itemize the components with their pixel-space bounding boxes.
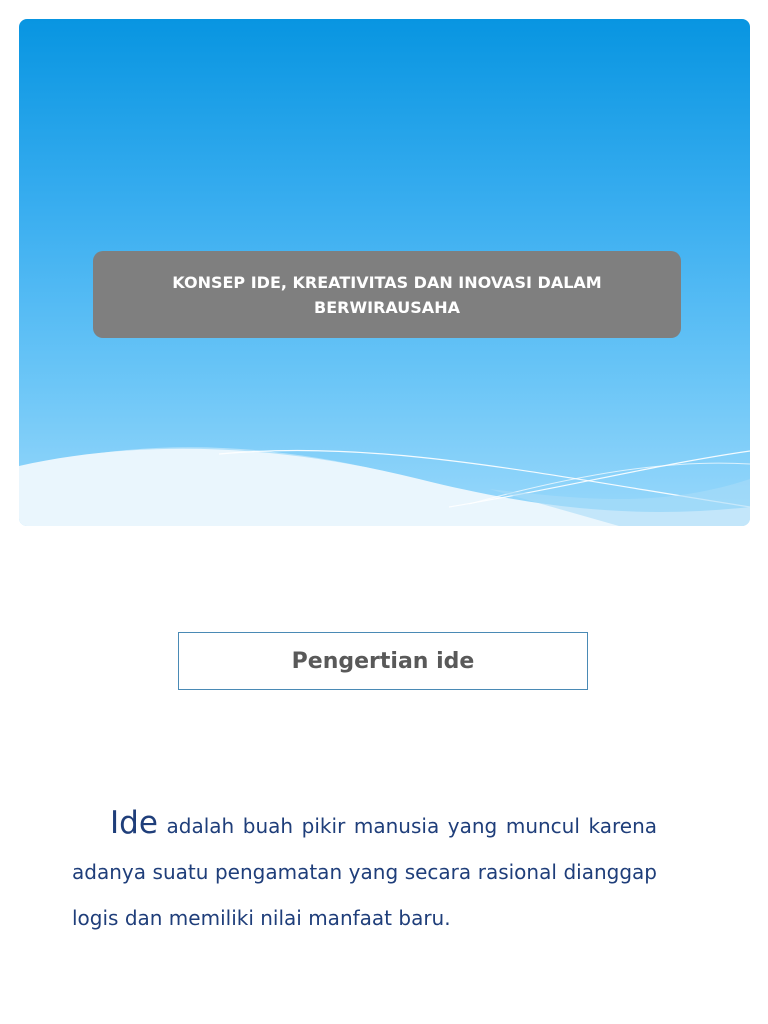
lead-word: Ide <box>110 805 158 841</box>
slide-title: KONSEP IDE, KREATIVITAS DAN INOVASI DALAM BERWIRAUSAHA <box>172 272 602 317</box>
title-slide <box>19 19 750 526</box>
section-heading-box <box>178 632 588 690</box>
slide-title-box <box>93 251 681 338</box>
section-heading: Pengertian ide <box>291 648 475 674</box>
definition-text: adalah buah pikir manusia yang muncul karena adanya suatu pengamatan yang secara rasional dianggap logis dan memiliki nilai manfaat baru. <box>72 814 657 930</box>
definition-paragraph <box>72 800 657 941</box>
